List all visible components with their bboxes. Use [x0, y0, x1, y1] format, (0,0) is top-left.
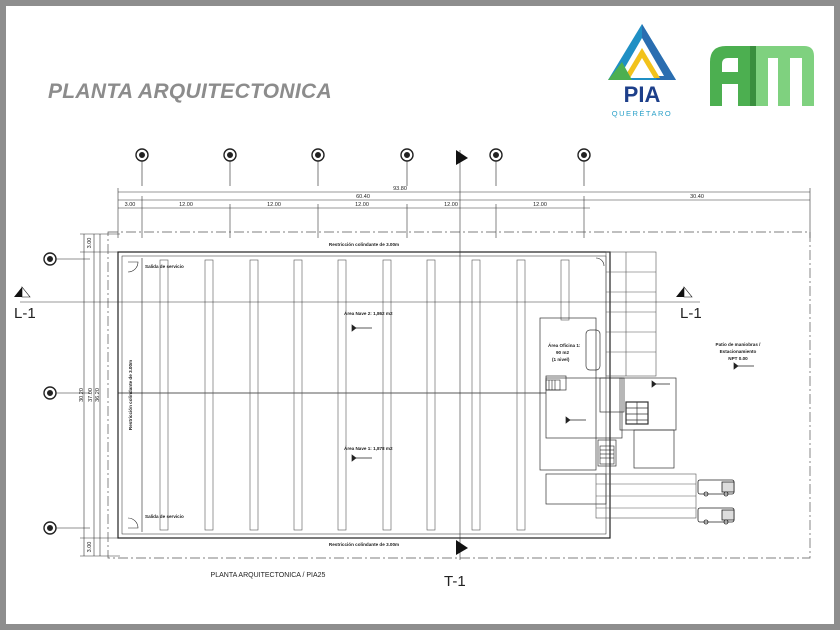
dim-left-mid: 37.00 — [88, 388, 94, 402]
restriction-top-label: Restricción colindante de 3.00m — [328, 242, 400, 247]
building — [118, 252, 610, 538]
restriction-bottom-label: Restricción colindante de 3.00m — [328, 542, 400, 547]
dim-bay: 12.00 — [179, 202, 193, 208]
restriction-side-label: Restricción colindante de 3.00m — [128, 359, 133, 431]
section-marker — [456, 540, 468, 555]
dim-total: 93.80 — [393, 186, 407, 192]
top-dimensions — [118, 188, 810, 238]
property-line — [108, 232, 810, 558]
dim-building: 60.40 — [356, 194, 370, 200]
dim-left-bottom: 3.00 — [87, 541, 93, 553]
grid-bubble — [401, 149, 413, 161]
office-level: (1 nivel) — [552, 357, 570, 362]
office-area-value: 90 m2 — [556, 350, 570, 355]
svg-text:QUERÉTARO: QUERÉTARO — [611, 109, 673, 118]
drawing-caption: PLANTA ARQUITECTONICA / PIA25 — [210, 572, 326, 579]
patio-label-1: Patio de maniobras / — [715, 342, 761, 347]
grid-bubble — [44, 522, 56, 534]
grid-bubble — [44, 387, 56, 399]
svg-text:PIA: PIA — [623, 82, 661, 107]
grid-bubble — [136, 149, 148, 161]
grid-bubble — [224, 149, 236, 161]
grid-bubble — [490, 149, 502, 161]
grid-bubble — [312, 149, 324, 161]
patio-label-2: Estacionamiento — [719, 349, 757, 354]
grid-bubble — [578, 149, 590, 161]
truck-icon — [698, 508, 734, 524]
grid-bubble — [44, 253, 56, 265]
office-area-label: Área Oficina 1: — [548, 343, 581, 348]
page-title: PLANTA ARQUITECTONICA — [48, 80, 332, 103]
stairs — [546, 380, 614, 464]
truck-icon — [698, 480, 734, 496]
section-label-left: L-1 — [14, 305, 36, 322]
section-label-bottom: T-1 — [444, 573, 466, 590]
nave2-area-label: Área Nave 2: 1,862 m2 — [344, 311, 393, 316]
exit-bottom-label: Salida de servicio — [145, 514, 184, 519]
dim-bay: 12.00 — [533, 202, 547, 208]
dim-left-mid: 36.20 — [95, 388, 101, 402]
section-label-right: L-1 — [680, 305, 702, 322]
dim-bay: 12.00 — [267, 202, 281, 208]
nave1-area-label: Área Nave 1: 1,878 m2 — [344, 446, 393, 451]
dim-bay: 12.00 — [444, 202, 458, 208]
section-marker — [456, 150, 468, 165]
top-grid-bubbles — [136, 149, 590, 186]
column-bays — [160, 260, 569, 530]
section-marker — [14, 287, 30, 297]
section-marker — [676, 287, 692, 297]
dim-setback: 3.00 — [124, 202, 136, 208]
dim-right: 30.40 — [690, 194, 704, 200]
dim-bay: 12.00 — [355, 202, 369, 208]
patio-label-3: NPT 0.00 — [728, 356, 748, 361]
exit-top-label: Salida de servicio — [145, 264, 184, 269]
dim-left-top: 3.00 — [87, 237, 93, 249]
dim-left-mid: 30.20 — [79, 388, 85, 402]
